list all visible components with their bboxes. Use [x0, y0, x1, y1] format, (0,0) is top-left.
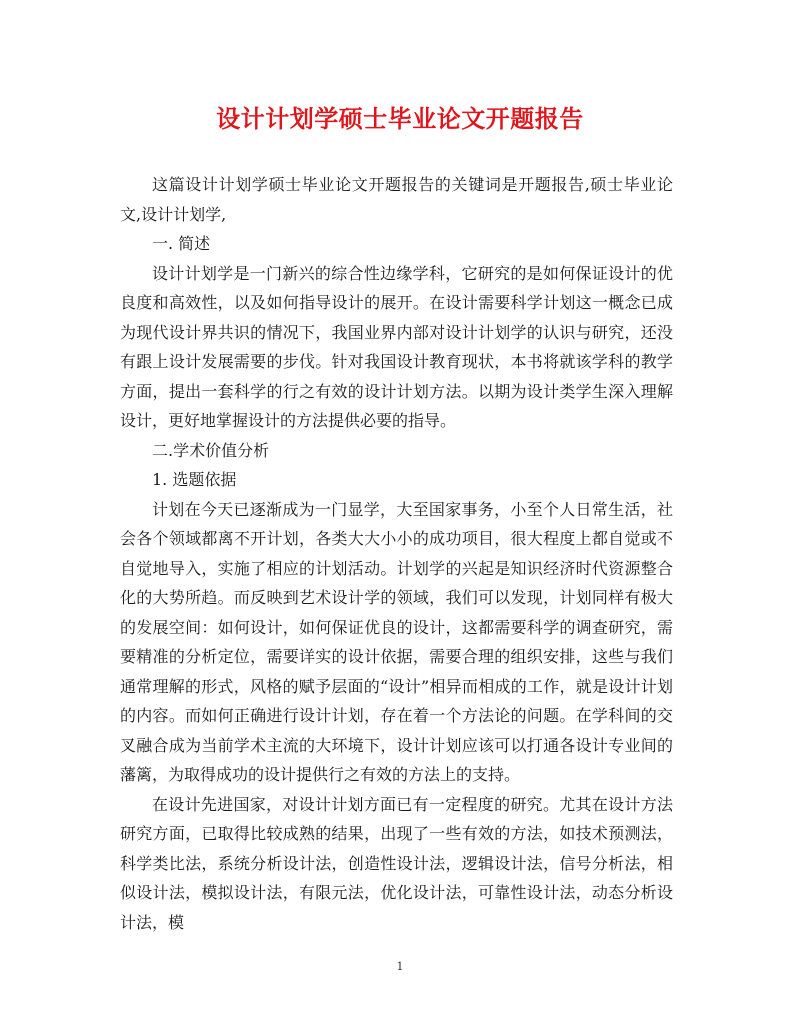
subsection-heading-topic-basis: 1. 选题依据 — [152, 470, 237, 489]
topic-basis-paragraph: 计划在今天已逐渐成为一门显学，大至国家事务，小至个人日常生活，社会各个领域都离不开计划，各类大大小小的成功项目，很大程度上都自觉或不自觉地导入，实施了相应的计划活动。计划学的兴起是知识经济时代资源整合化的大势所趋。而反映到艺术设计学的领域，我们可以发现，计划同样有极大的发展空间：如何设计，如何保证优良的设计，这都需要科学的调查研究，需要精准的分析定位，需要详实的设计依据，需要合理的组织安排，这些与我们通常理解的形式，风格的赋予层面的“设计”相异而相成的工作，就是设计计划的内容。而如何正确进行设计计划，存在着一个方法论的问题。在学科间的交叉融合成为当前学术主流的大环境下，设计计划应该可以打通各设计专业间的藩篱，为取得成功的设计提供行之有效的方法上的支持。 — [120, 499, 673, 784]
keywords-paragraph: 这篇设计计划学硕士毕业论文开题报告的关键词是开题报告,硕士毕业论文,设计计划学, — [120, 175, 673, 224]
page-number: 1 — [396, 960, 404, 973]
document-body — [120, 170, 673, 937]
section-heading-academic-value: 二.学术价值分析 — [152, 440, 270, 460]
section-heading-overview: 一. 简述 — [152, 234, 211, 253]
foreign-research-paragraph: 在设计先进国家，对设计计划方面已有一定程度的研究。尤其在设计方法研究方面，已取得比较成熟的结果，出现了一些有效的方法，如技术预测法，科学类比法，系统分析设计法，创造性设计法，逻辑设计法，信号分析法，相似设计法，模拟设计法，有限元法，优化设计法，可靠性设计法，动态分析设计法，模 — [120, 794, 673, 932]
document-title: 设计计划学硕士毕业论文开题报告 — [216, 104, 584, 133]
overview-paragraph: 设计计划学是一门新兴的综合性边缘学科，它研究的是如何保证设计的优良度和高效性，以及如何指导设计的展开。在设计需要科学计划这一概念已成为现代设计界共识的情况下，我国业界内部对设计计划学的认识与研究，还没有跟上设计发展需要的步伐。针对我国设计教育现状，本书将就该学科的教学方面，提出一套科学的行之有效的设计计划方法。以期为设计类学生深入理解设计，更好地掌握设计的方法提供必要的指导。 — [120, 263, 673, 430]
